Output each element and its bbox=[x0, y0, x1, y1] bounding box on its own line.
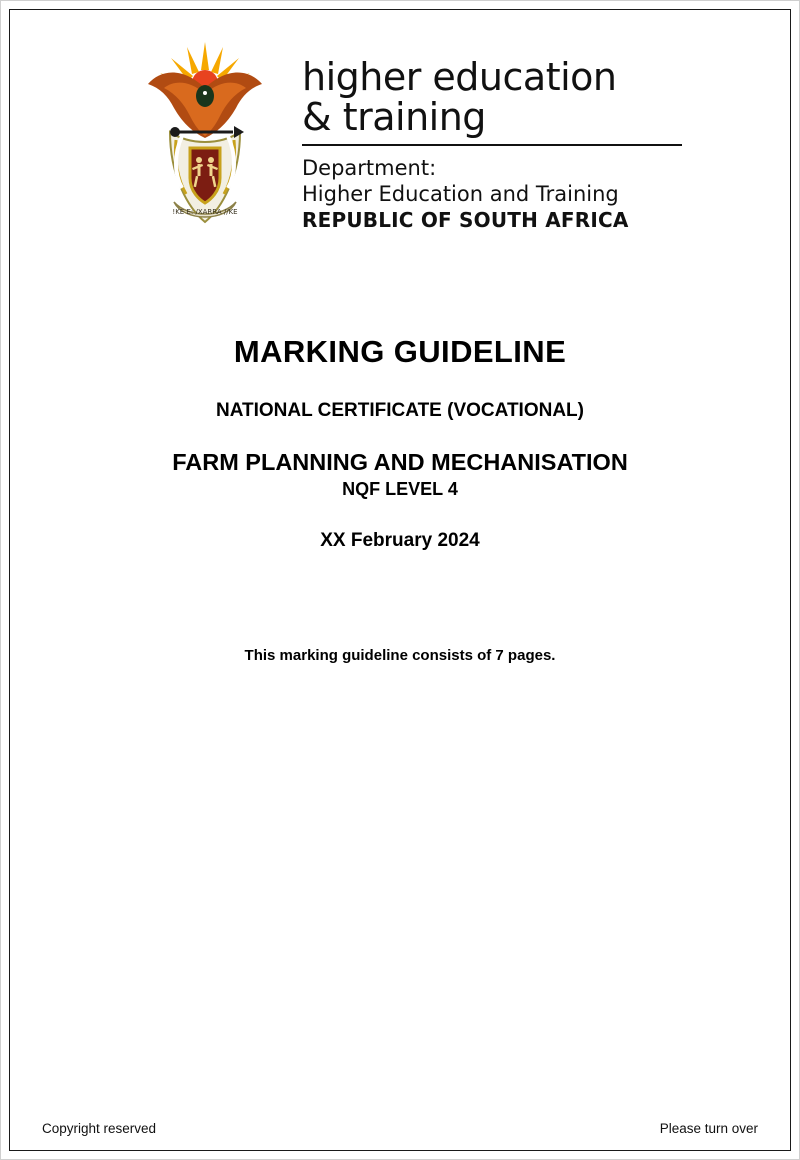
nqf-level: NQF LEVEL 4 bbox=[342, 479, 458, 499]
letterhead bbox=[42, 36, 758, 246]
brand-line-1: higher education bbox=[302, 55, 617, 99]
page-footer bbox=[42, 1121, 758, 1136]
country-name: REPUBLIC OF SOUTH AFRICA bbox=[302, 208, 629, 232]
document-title: MARKING GUIDELINE bbox=[233, 334, 567, 369]
footer-turn-over: Please turn over bbox=[659, 1121, 758, 1136]
subject-title: FARM PLANNING AND MECHANISATION bbox=[172, 449, 628, 475]
department-text-block bbox=[302, 36, 682, 233]
brand-line-2: & training bbox=[302, 96, 682, 146]
title-block bbox=[42, 334, 758, 664]
department-name: Higher Education and Training bbox=[302, 182, 619, 206]
page-border bbox=[9, 9, 791, 1151]
department-label: Department: bbox=[302, 156, 437, 180]
footer-copyright: Copyright reserved bbox=[42, 1121, 157, 1136]
qualification-title: NATIONAL CERTIFICATE (VOCATIONAL) bbox=[215, 400, 584, 421]
exam-date: XX February 2024 bbox=[320, 530, 480, 551]
page-count-note: This marking guideline consists of 7 pages. bbox=[244, 647, 556, 664]
south-africa-coat-of-arms-icon bbox=[130, 36, 280, 236]
svg-text:!KE E: /XARRA //KE: !KE E: /XARRA //KE bbox=[172, 208, 238, 216]
